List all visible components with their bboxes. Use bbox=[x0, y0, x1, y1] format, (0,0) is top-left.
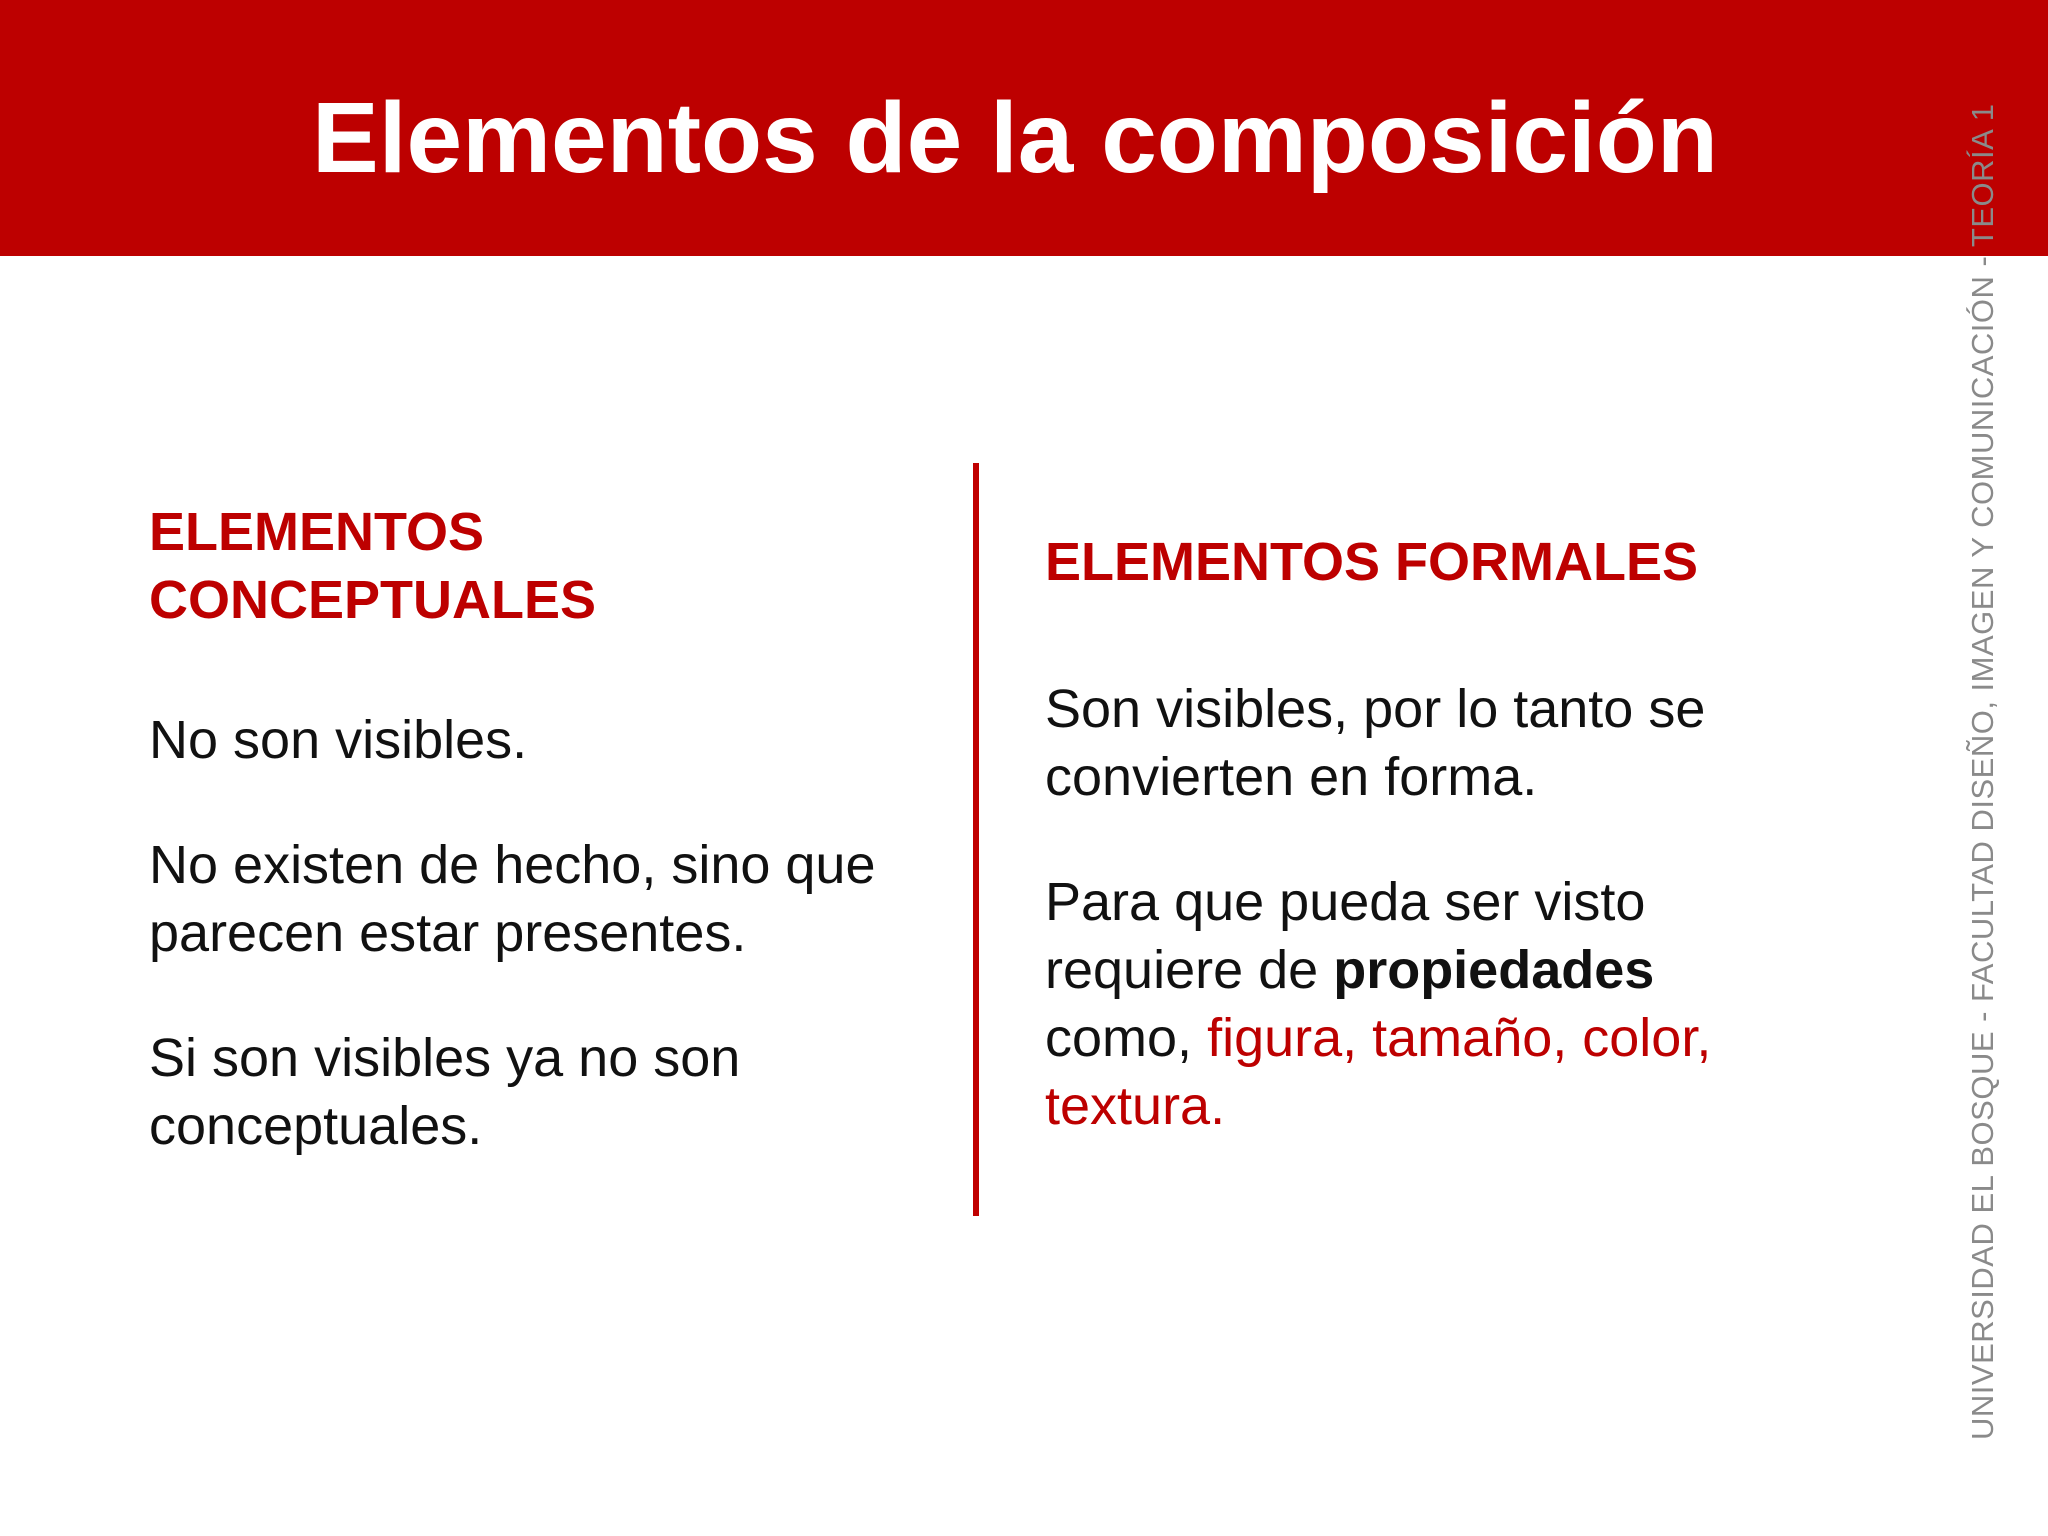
left-column bbox=[149, 498, 949, 1160]
left-paragraph-3: Si son visibles ya no son conceptuales. bbox=[149, 1028, 741, 1156]
right-column-heading: ELEMENTOS FORMALES bbox=[1045, 532, 1699, 592]
right-column bbox=[1045, 528, 1805, 1140]
right-paragraph-2 bbox=[1045, 868, 1805, 1140]
right-paragraph-2-text-a: Para que pueda ser visto requiere de bbox=[1045, 872, 1646, 1000]
right-paragraph-2-text-b: como, bbox=[1045, 1008, 1208, 1068]
side-footer-label: UNIVERSIDAD EL BOSQUE - FACULTAD DISEÑO, IMAGEN Y COMUNICACIÓN - TEORÍA 1 bbox=[1965, 103, 2000, 1440]
left-paragraph-1: No son visibles. bbox=[149, 710, 528, 770]
properties-bold-text: propiedades bbox=[1333, 940, 1655, 1000]
column-divider bbox=[973, 463, 979, 1216]
left-column-heading: ELEMENTOS CONCEPTUALES bbox=[149, 502, 597, 630]
left-paragraph-2: No existen de hecho, sino que parecen estar presentes. bbox=[149, 835, 876, 963]
right-paragraph-1: Son visibles, por lo tanto se convierten en forma. bbox=[1045, 679, 1706, 807]
properties-list-highlight: figura, tamaño, color, textura. bbox=[1045, 1008, 1712, 1136]
slide-title: Elementos de la composición bbox=[312, 82, 1718, 194]
